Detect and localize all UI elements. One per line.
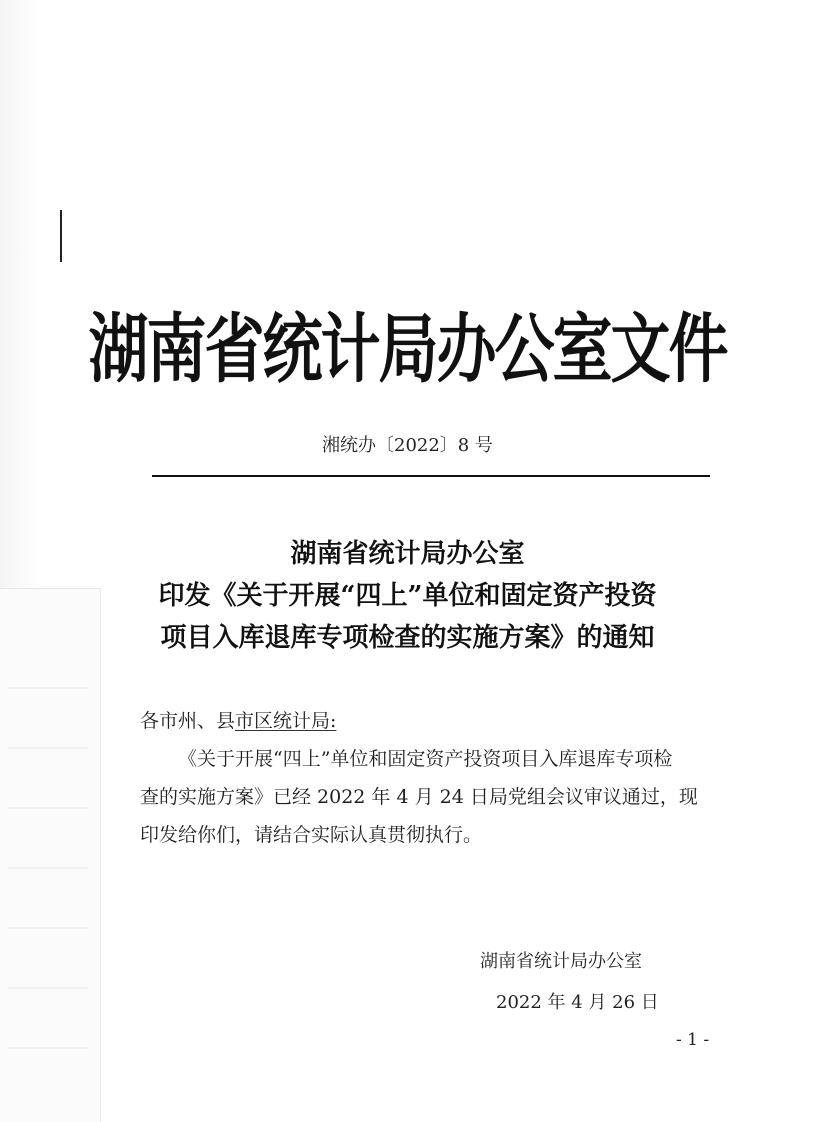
signature-date: 2022 年 4 月 26 日	[496, 992, 659, 1013]
body-paragraph-line-3: 印发给你们，请结合实际认真贯彻执行。	[140, 824, 483, 846]
notice-title-line-3: 项目入库退库专项检查的实施方案》的通知	[160, 623, 655, 653]
overlapping-sheet-edge	[0, 588, 101, 1122]
body-paragraph-line-1: 《关于开展“四上”单位和固定资产投资项目入库退库专项检	[178, 748, 673, 770]
body-paragraph-line-2: 查的实施方案》已经 2022 年 4 月 24 日局党组会议审议通过，现	[140, 786, 698, 808]
scan-mark	[60, 210, 62, 262]
signature-organization: 湖南省统计局办公室	[480, 951, 642, 972]
document-header-title: 湖南省统计局办公室文件	[88, 306, 727, 394]
header-divider-rule	[152, 475, 710, 477]
salutation-prefix: 各市州、县	[140, 710, 236, 732]
page-number: - 1 -	[676, 1030, 710, 1050]
salutation-underlined: 市区统计局:	[235, 710, 337, 732]
notice-title-line-1: 湖南省统计局办公室	[290, 539, 525, 569]
document-number: 湘统办〔2022〕8 号	[322, 435, 493, 456]
notice-title-line-2: 印发《关于开展“四上”单位和固定资产投资	[158, 581, 657, 611]
notice-title	[0, 533, 815, 659]
salutation	[140, 706, 734, 733]
body-paragraph	[140, 740, 734, 854]
